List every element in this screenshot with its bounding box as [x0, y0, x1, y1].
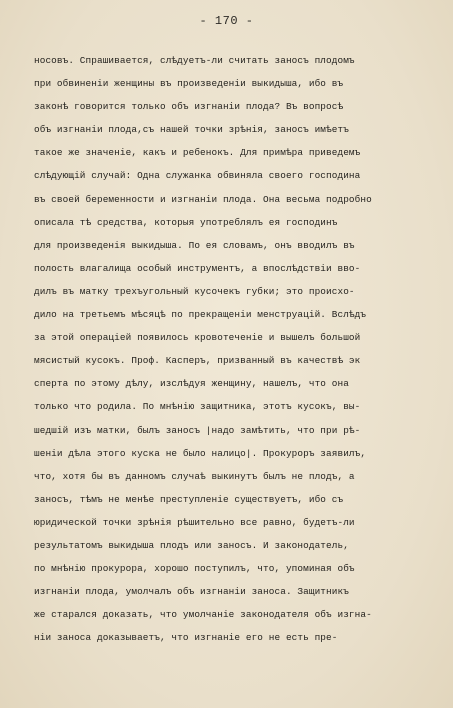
text-line: дило на третьемъ мѣсяцѣ по прекращеніи менструацій. Вслѣдъ: [34, 309, 367, 321]
text-line: слѣдующій случай: Одна служанка обвиняла своего господина: [34, 170, 361, 182]
text-line: носовъ. Спрашивается, слѣдуетъ-ли считать заносъ плодомъ: [34, 55, 355, 66]
text-line: дилъ въ матку трехъугольный кусочекъ губки; это происхо-: [34, 285, 355, 297]
page-number: - 170 -: [199, 14, 254, 28]
text-line: юридической точки зрѣнія рѣшительно все равно, будетъ-ли: [34, 516, 355, 528]
text-line: же старался доказать, что умолчаніе законодателя объ изгна-: [34, 609, 372, 621]
body-text: [34, 49, 453, 649]
text-line: полость влагалища особый инструментъ, а впослѣдствіи вво-: [34, 262, 361, 274]
text-line: объ изгнаніи плода,съ нашей точки зрѣнія, заносъ имѣетъ: [34, 124, 349, 136]
text-line: мясистый кусокъ. Проф. Касперъ, призванный въ качествѣ эк: [34, 355, 361, 367]
text-line: изгнаніи плода, умолчалъ объ изгнаніи заноса. Защитникъ: [34, 586, 349, 598]
text-line: законѣ говорится только объ изгнаніи плода? Въ вопросѣ: [34, 101, 344, 113]
text-line: сперта по этому дѣлу, изслѣдуя женщину, нашелъ, что она: [34, 378, 349, 390]
text-line: шеніи дѣла этого куска не было налицо|. Прокуроръ заявилъ,: [34, 447, 367, 459]
text-line: что, хотя бы въ данномъ случаѣ выкинутъ былъ не плодъ, а: [34, 470, 355, 482]
text-line: въ своей беременности и изгнаніи плода. Она весьма подробно: [34, 193, 372, 205]
text-line: только что родила. По мнѣнію защитника, этотъ кусокъ, вы-: [34, 401, 361, 413]
text-line: описала тѣ средства, которыя употреблялъ ея господинъ: [34, 216, 338, 228]
text-line: шедшій изъ матки, былъ заносъ |надо замѣтить, что при рѣ-: [34, 424, 361, 436]
text-line: результатомъ выкидыша плодъ или заносъ. И законодатель,: [34, 539, 349, 551]
text-line: для произведенія выкидыша. По ея словамъ, онъ вводилъ въ: [34, 239, 355, 251]
text-line: при обвиненіи женщины въ произведеніи выкидыша, ибо въ: [34, 78, 344, 90]
text-line: такое же значеніе, какъ и ребенокъ. Для примѣра приведемъ: [34, 147, 361, 159]
text-line: заносъ, тѣмъ не менѣе преступленіе существуетъ, ибо съ: [34, 493, 344, 505]
text-line: по мнѣнію прокурора, хорошо поступилъ, что, упоминая объ: [34, 563, 355, 575]
text-line: ніи заноса доказываетъ, что изгнаніе его не есть пре-: [34, 632, 338, 644]
text-line: за этой операціей появилось кровотеченіе и вышелъ большой: [34, 332, 361, 344]
